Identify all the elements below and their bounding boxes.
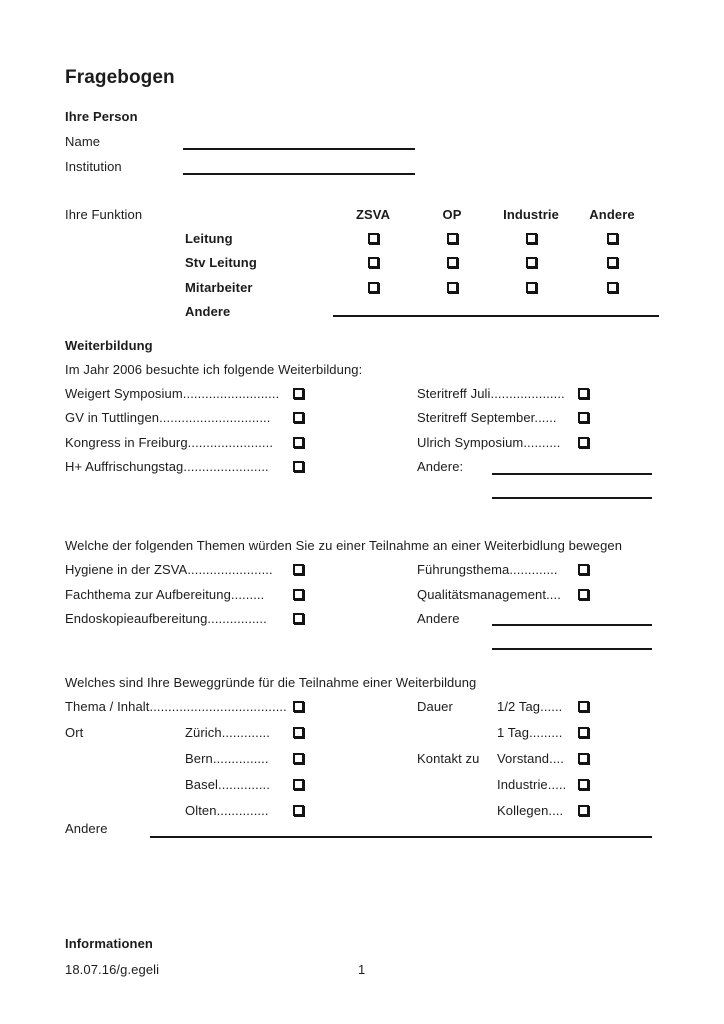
weiterbildung-item-weigert: Weigert Symposium.......................... — [65, 386, 280, 401]
funktion-column-andere: Andere — [589, 207, 635, 222]
beweggruende-andere-input-line[interactable] — [150, 836, 652, 838]
funktion-checkbox-mitarbeiter-industrie[interactable] — [526, 282, 537, 293]
themen-checkbox-endoskopie[interactable] — [293, 613, 304, 624]
beweggruende-item-olten: Olten.............. — [185, 803, 269, 818]
funktion-label: Ihre Funktion — [65, 207, 143, 222]
beweggruende-checkbox-zuerich[interactable] — [293, 727, 304, 738]
funktion-checkbox-leitung-zsva[interactable] — [368, 233, 379, 244]
beweggruende-checkbox-kollegen[interactable] — [578, 805, 589, 816]
themen-item-endoskopie: Endoskopieaufbereitung................ — [65, 611, 267, 626]
institution-input-line[interactable] — [183, 173, 415, 175]
funktion-checkbox-mitarbeiter-andere[interactable] — [607, 282, 618, 293]
funktion-checkbox-stv-andere[interactable] — [607, 257, 618, 268]
weiterbildung-checkbox-kongress-freiburg[interactable] — [293, 437, 304, 448]
weiterbildung-item-kongress-freiburg: Kongress in Freiburg....................... — [65, 435, 274, 450]
section-heading-person: Ihre Person — [65, 109, 138, 124]
weiterbildung-checkbox-steritreff-juli[interactable] — [578, 388, 589, 399]
weiterbildung-intro: Im Jahr 2006 besuchte ich folgende Weiterbildung: — [65, 362, 363, 377]
weiterbildung-checkbox-weigert[interactable] — [293, 388, 304, 399]
section-heading-informationen: Informationen — [65, 936, 153, 951]
beweggruende-item-ein-tag: 1 Tag......... — [497, 725, 563, 740]
themen-checkbox-qualitaetsmanagement[interactable] — [578, 589, 589, 600]
beweggruende-item-kollegen: Kollegen.... — [497, 803, 564, 818]
weiterbildung-andere-input-line-1[interactable] — [492, 473, 652, 475]
weiterbildung-item-gv-tuttlingen: GV in Tuttlingen.............................. — [65, 410, 271, 425]
beweggruende-checkbox-halber-tag[interactable] — [578, 701, 589, 712]
themen-item-fachthema: Fachthema zur Aufbereitung......... — [65, 587, 265, 602]
weiterbildung-checkbox-h-plus[interactable] — [293, 461, 304, 472]
themen-intro: Welche der folgenden Themen würden Sie zu einer Teilnahme an einer Weiterbidlung bewegen — [65, 538, 623, 553]
funktion-row-mitarbeiter: Mitarbeiter — [185, 280, 253, 295]
beweggruende-intro: Welches sind Ihre Beweggründe für die Teilnahme einer Weiterbildung — [65, 675, 477, 690]
themen-item-qualitaetsmanagement: Qualitätsmanagement.... — [417, 587, 561, 602]
funktion-checkbox-stv-op[interactable] — [447, 257, 458, 268]
weiterbildung-checkbox-steritreff-september[interactable] — [578, 412, 589, 423]
beweggruende-checkbox-thema[interactable] — [293, 701, 304, 712]
themen-andere-label: Andere — [417, 611, 460, 626]
themen-item-hygiene: Hygiene in der ZSVA....................... — [65, 562, 273, 577]
weiterbildung-item-h-plus: H+ Auffrischungstag....................... — [65, 459, 269, 474]
beweggruende-andere-label: Andere — [65, 821, 108, 836]
funktion-checkbox-mitarbeiter-zsva[interactable] — [368, 282, 379, 293]
institution-label: Institution — [65, 159, 122, 174]
weiterbildung-checkbox-gv-tuttlingen[interactable] — [293, 412, 304, 423]
themen-item-fuehrungsthema: Führungsthema............. — [417, 562, 558, 577]
beweggruende-dauer-label: Dauer — [417, 699, 453, 714]
weiterbildung-item-ulrich-symposium: Ulrich Symposium.......... — [417, 435, 561, 450]
funktion-checkbox-leitung-op[interactable] — [447, 233, 458, 244]
weiterbildung-andere-input-line-2[interactable] — [492, 497, 652, 499]
funktion-row-andere-label: Andere — [185, 304, 231, 319]
weiterbildung-checkbox-ulrich-symposium[interactable] — [578, 437, 589, 448]
beweggruende-ort-label: Ort — [65, 725, 84, 740]
beweggruende-item-halber-tag: 1/2 Tag...... — [497, 699, 563, 714]
page-number: 1 — [358, 962, 366, 977]
funktion-checkbox-mitarbeiter-op[interactable] — [447, 282, 458, 293]
funktion-andere-input-line[interactable] — [333, 315, 659, 317]
funktion-column-industrie: Industrie — [503, 207, 559, 222]
funktion-checkbox-leitung-industrie[interactable] — [526, 233, 537, 244]
name-label: Name — [65, 134, 101, 149]
beweggruende-item-industrie: Industrie..... — [497, 777, 567, 792]
beweggruende-item-thema: Thema / Inhalt..................................... — [65, 699, 287, 714]
themen-checkbox-fachthema[interactable] — [293, 589, 304, 600]
beweggruende-checkbox-vorstand[interactable] — [578, 753, 589, 764]
themen-andere-input-line-2[interactable] — [492, 648, 652, 650]
beweggruende-checkbox-ein-tag[interactable] — [578, 727, 589, 738]
funktion-column-zsva: ZSVA — [355, 207, 391, 222]
beweggruende-checkbox-olten[interactable] — [293, 805, 304, 816]
weiterbildung-andere-label: Andere: — [417, 459, 464, 474]
name-input-line[interactable] — [183, 148, 415, 150]
themen-checkbox-fuehrungsthema[interactable] — [578, 564, 589, 575]
weiterbildung-item-steritreff-juli: Steritreff Juli.................... — [417, 386, 565, 401]
doc-ref: 18.07.16/g.egeli — [65, 962, 160, 977]
funktion-checkbox-stv-zsva[interactable] — [368, 257, 379, 268]
beweggruende-checkbox-bern[interactable] — [293, 753, 304, 764]
beweggruende-item-vorstand: Vorstand.... — [497, 751, 564, 766]
beweggruende-checkbox-industrie[interactable] — [578, 779, 589, 790]
beweggruende-checkbox-basel[interactable] — [293, 779, 304, 790]
funktion-row-leitung: Leitung — [185, 231, 233, 246]
funktion-row-stv-leitung: Stv Leitung — [185, 255, 257, 270]
beweggruende-item-zuerich: Zürich............. — [185, 725, 270, 740]
themen-checkbox-hygiene[interactable] — [293, 564, 304, 575]
funktion-column-op: OP — [442, 207, 462, 222]
beweggruende-item-bern: Bern............... — [185, 751, 269, 766]
themen-andere-input-line-1[interactable] — [492, 624, 652, 626]
funktion-checkbox-leitung-andere[interactable] — [607, 233, 618, 244]
section-heading-weiterbildung: Weiterbildung — [65, 338, 153, 353]
funktion-checkbox-stv-industrie[interactable] — [526, 257, 537, 268]
beweggruende-kontakt-label: Kontakt zu — [417, 751, 480, 766]
page-title: Fragebogen — [65, 67, 175, 88]
beweggruende-item-basel: Basel.............. — [185, 777, 270, 792]
weiterbildung-item-steritreff-september: Steritreff September...... — [417, 410, 557, 425]
